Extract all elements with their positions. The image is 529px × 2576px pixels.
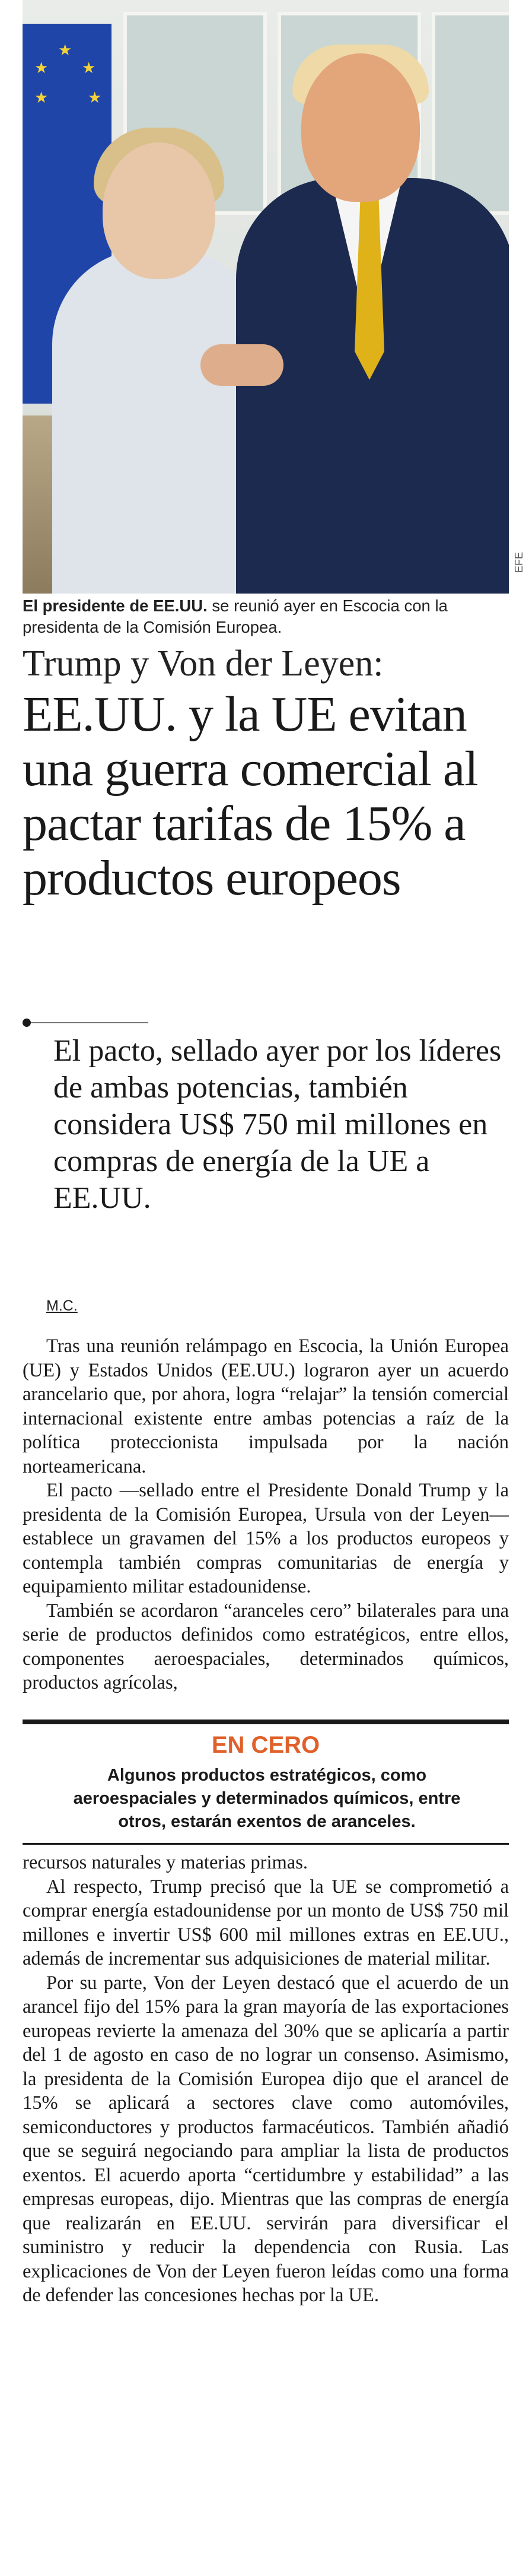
article-kicker: Trump y Von der Leyen: bbox=[23, 643, 384, 684]
news-photo bbox=[23, 0, 509, 594]
paragraph: También se acordaron “aranceles cero” bilaterales para una serie de productos definidos como estratégicos, entre ellos, componentes aeroespaciales, determinados químicos, productos agrícolas, bbox=[23, 1600, 509, 1693]
article-headline: EE.UU. y la UE evitan una guerra comercial al pactar tarifas de 15% a productos europeos bbox=[23, 687, 478, 906]
caption-text: se reunió ayer en Escocia con la presidenta de la Comisión Europea. bbox=[23, 597, 448, 636]
paragraph: Por su parte, Von der Leyen destacó que el acuerdo de un arancel fijo del 15% para la gran mayoría de las exportaciones europeas revierte la amenaza del 30% que se aplicaría a partir del 1 de agosto en caso de no lograr un consenso. Asimismo, la presidenta de la Comisión Europea dijo que el arancel de 15% se aplicará a sectores clave como automóviles, semiconductores y productos farmacéuticos. También añadió que se seguirá negociando para ampliar la lista de productos exentos. El acuerdo aporta “certidumbre y estabilidad” a las empresas europeas, dijo. Mientras que las compras de energía que realizarán en EE.UU. servirán para diversificar el suministro y reducir la dependencia con Rusia. Las explicaciones de Von der Leyen fueron leídas como una forma de defender las concesiones hechas por la UE. bbox=[23, 1972, 509, 2306]
callout-top-rule bbox=[23, 1720, 509, 1724]
handshake bbox=[200, 344, 283, 386]
divider-dot bbox=[23, 1019, 31, 1027]
divider-line bbox=[31, 1022, 148, 1023]
eu-flag: ★ ★ ★ ★ ★ bbox=[23, 24, 111, 404]
article-deck: El pacto, sellado ayer por los líderes de ambas potencias, también considera US$ 750 mil millones en compras de energía de la UE a EE.UU. bbox=[53, 1034, 502, 1215]
paragraph: recursos naturales y materias primas. bbox=[23, 1852, 308, 1873]
byline: M.C. bbox=[46, 1297, 78, 1314]
photo-caption bbox=[23, 595, 512, 638]
paragraph: El pacto —sellado entre el Presidente Donald Trump y la presidenta de la Comisión Europea, Ursula von der Leyen— establece un gravamen del 15% a los productos europeos y contempla también compras comunitarias de energía y equipamiento militar estadounidense. bbox=[23, 1480, 509, 1597]
article-body-top bbox=[23, 1334, 509, 1695]
article-body-bottom bbox=[23, 1851, 509, 2308]
caption-lead: El presidente de EE.UU. bbox=[23, 597, 208, 615]
paragraph: Al respecto, Trump precisó que la UE se comprometió a comprar energía estadounidense por un monto de US$ 750 mil millones e invertir US$ 600 mil millones extras en EE.UU., además de incrementar sus adquisiciones de material militar. bbox=[23, 1876, 509, 1969]
callout-title: EN CERO bbox=[211, 1732, 320, 1758]
callout-text: Algunos productos estratégicos, como aeroespaciales y determinados químicos, entre otros, estarán exentos de aranceles. bbox=[73, 1766, 461, 1831]
paragraph: Tras una reunión relámpago en Escocia, la Unión Europea (UE) y Estados Unidos (EE.UU.) lograron ayer un acuerdo arancelario que, por ahora, logra “relajar” la tensión comercial internacional existente entre ambas potencias a raíz de la política proteccionista impulsada por la nación norteamericana. bbox=[23, 1335, 509, 1477]
callout-bottom-rule bbox=[23, 1843, 509, 1845]
photo-credit: EFE bbox=[513, 552, 525, 573]
person-left bbox=[52, 249, 266, 594]
